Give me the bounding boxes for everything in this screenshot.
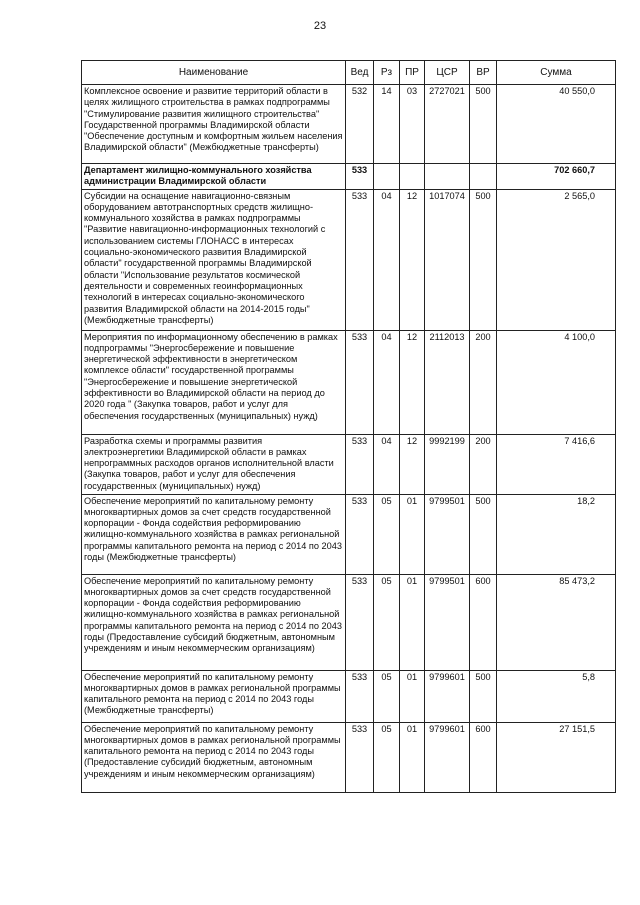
cell-vr: 500 xyxy=(470,494,497,574)
cell-ved: 533 xyxy=(346,164,374,190)
cell-name: Департамент жилищно-коммунального хозяйства администрации Владимирской области xyxy=(82,164,346,190)
cell-pr: 12 xyxy=(400,434,425,494)
header-sum: Сумма xyxy=(497,61,616,85)
cell-name: Разработка схемы и программы развития электроэнергетики Владимирской области в рамках непрограммных расходов органов исполнительной власти (Закупка товаров, работ и услуг для обеспечения государственных (муниципальных) нужд) xyxy=(82,434,346,494)
cell-vr: 500 xyxy=(470,85,497,164)
cell-csr: 9799501 xyxy=(425,574,470,670)
cell-name: Обеспечение мероприятий по капитальному ремонту многоквартирных домов в рамках региональной программы капитального ремонта на период с 2014 по 2043 годы (Межбюджетные трансферты) xyxy=(82,670,346,722)
cell-name: Обеспечение мероприятий по капитальному ремонту многоквартирных домов за счет средств государственной корпорации - Фонда содействия реформированию жилищно-коммунального хозяйства в рамках региональной программы капитального ремонта на период с 2014 по 2043 годы (Межбюджетные трансферты) xyxy=(82,494,346,574)
cell-csr: 1017074 xyxy=(425,189,470,330)
cell-name: Обеспечение мероприятий по капитальному ремонту многоквартирных домов за счет средств государственной корпорации - Фонда содействия реформированию жилищно-коммунального хозяйства в рамках региональной программы капитального ремонта на период с 2014 по 2043 годы (Предоставление субсидий бюджетным, автономным учреждениям и иным некоммерческим организациям) xyxy=(82,574,346,670)
cell-csr: 9799601 xyxy=(425,670,470,722)
cell-vr: 200 xyxy=(470,434,497,494)
table-row xyxy=(82,574,616,670)
cell-rz: 04 xyxy=(374,189,400,330)
cell-csr: 9992199 xyxy=(425,434,470,494)
cell-sum: 85 473,2 xyxy=(497,574,616,670)
cell-csr: 9799501 xyxy=(425,494,470,574)
cell-ved: 533 xyxy=(346,722,374,792)
cell-pr: 01 xyxy=(400,574,425,670)
cell-name: Мероприятия по информационному обеспечению в рамках подпрограммы "Энергосбережение и повышение энергетической эффективности в энергетическом комплексе области" государственной программы "Энергосбережение и повышение энергетической эффективности во Владимирской области на период до 2020 года " (Закупка товаров, работ и услуг для обеспечения государственных (муниципальных) нужд) xyxy=(82,330,346,434)
table-row xyxy=(82,330,616,434)
table-row xyxy=(82,434,616,494)
header-row xyxy=(82,61,616,85)
cell-pr: 01 xyxy=(400,670,425,722)
cell-sum: 27 151,5 xyxy=(497,722,616,792)
cell-vr: 600 xyxy=(470,722,497,792)
table-row xyxy=(82,494,616,574)
cell-csr: 2112013 xyxy=(425,330,470,434)
cell-vr: 500 xyxy=(470,189,497,330)
cell-vr xyxy=(470,164,497,190)
header-pr: ПР xyxy=(400,61,425,85)
cell-rz: 05 xyxy=(374,670,400,722)
cell-sum: 2 565,0 xyxy=(497,189,616,330)
cell-pr: 03 xyxy=(400,85,425,164)
header-rz: Рз xyxy=(374,61,400,85)
cell-ved: 533 xyxy=(346,434,374,494)
cell-rz: 05 xyxy=(374,494,400,574)
cell-name: Комплексное освоение и развитие территорий области в целях жилищного строительства в рамках подпрограммы "Стимулирование развития жилищного строительства" Государственной программы Владимирской области "Обеспечение доступным и комфортным жильем населения Владимирской области" (Межбюджетные трансферты) xyxy=(82,85,346,164)
cell-rz xyxy=(374,164,400,190)
cell-csr: 9799601 xyxy=(425,722,470,792)
header-vr: ВР xyxy=(470,61,497,85)
table-row xyxy=(82,164,616,190)
cell-name: Обеспечение мероприятий по капитальному ремонту многоквартирных домов в рамках региональной программы капитального ремонта на период с 2014 по 2043 годы (Предоставление субсидий бюджетным, автономным учреждениям и иным некоммерческим организациям) xyxy=(82,722,346,792)
header-csr: ЦСР xyxy=(425,61,470,85)
cell-rz: 05 xyxy=(374,574,400,670)
cell-sum: 4 100,0 xyxy=(497,330,616,434)
cell-ved: 533 xyxy=(346,574,374,670)
table-row xyxy=(82,189,616,330)
cell-pr: 12 xyxy=(400,330,425,434)
header-name: Наименование xyxy=(82,61,346,85)
cell-sum: 702 660,7 xyxy=(497,164,616,190)
table-row xyxy=(82,670,616,722)
cell-ved: 533 xyxy=(346,494,374,574)
budget-table xyxy=(81,60,616,793)
cell-pr: 01 xyxy=(400,722,425,792)
cell-sum: 5,8 xyxy=(497,670,616,722)
cell-rz: 14 xyxy=(374,85,400,164)
cell-ved: 533 xyxy=(346,189,374,330)
page-number: 23 xyxy=(313,20,327,32)
header-ved: Вед xyxy=(346,61,374,85)
table-row xyxy=(82,722,616,792)
cell-pr: 12 xyxy=(400,189,425,330)
cell-pr xyxy=(400,164,425,190)
cell-ved: 532 xyxy=(346,85,374,164)
cell-csr xyxy=(425,164,470,190)
cell-pr: 01 xyxy=(400,494,425,574)
table-row xyxy=(82,85,616,164)
cell-ved: 533 xyxy=(346,330,374,434)
cell-rz: 05 xyxy=(374,722,400,792)
cell-sum: 40 550,0 xyxy=(497,85,616,164)
cell-vr: 500 xyxy=(470,670,497,722)
cell-ved: 533 xyxy=(346,670,374,722)
cell-csr: 2727021 xyxy=(425,85,470,164)
cell-name: Субсидии на оснащение навигационно-связным оборудованием автотранспортных средств жилищно-коммунального хозяйства в рамках подпрограммы "Развитие навигационно-информационных технологий с использованием системы ГЛОНАСС в интересах социально-экономического развития Владимирской области" государственной программы Владимирской области "Использование результатов космической деятельности и современных геоинформационных технологий в интересах социально-экономического развития Владимирской области на 2014-2015 годы" (Межбюджетные трансферты) xyxy=(82,189,346,330)
cell-vr: 200 xyxy=(470,330,497,434)
cell-sum: 18,2 xyxy=(497,494,616,574)
cell-sum: 7 416,6 xyxy=(497,434,616,494)
cell-vr: 600 xyxy=(470,574,497,670)
cell-rz: 04 xyxy=(374,330,400,434)
cell-rz: 04 xyxy=(374,434,400,494)
